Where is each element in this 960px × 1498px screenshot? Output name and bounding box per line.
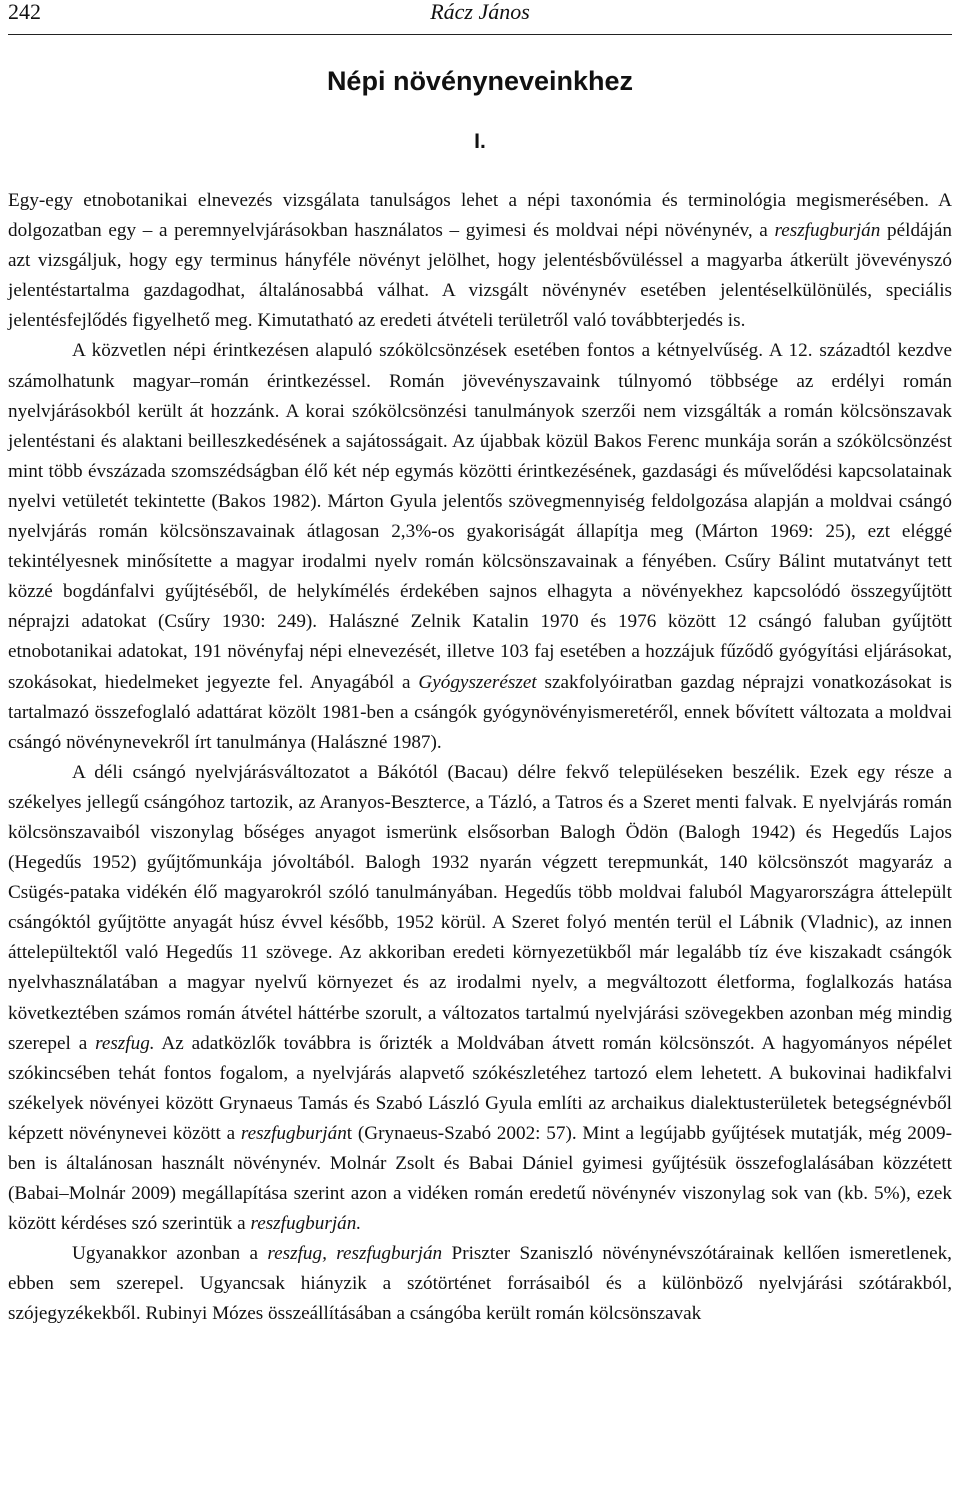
running-head-author: Rácz János	[430, 0, 530, 24]
italic-term: Gyógyszerészet	[418, 671, 537, 693]
text-run: t (Grynaeus-Szabó 2002: 57). Mint a legújabb gyűjtések mutatják, még 2009-ben is általánosan használt növénynév. Molnár Zsolt és Babai Dániel gyimesi gyűjtésük összefoglalásában közzétett (Babai–Molnár 2009) megállapítása szerint azon a vidéken román eredetű növénynév viszonylag sok van (kb. 5%), ezek között kérdéses szó szerintük a	[8, 1122, 952, 1235]
text-run: A déli csángó nyelvjárásváltozatot a Bákótól (Bacau) délre fekvő településeken beszélik. Ezek egy része a székelyes jellegű csángóhoz tartozik, az Aranyos-Beszterce, a Tázló, a Tatros és a Szeret menti falvak. E nyelvjárás román kölcsönszavaiból viszonylag bőséges anyagot ismerünk elsősorban Balogh Ödön (Balogh 1942) és Hegedűs Lajos (Hegedűs 1952) gyűjtőmunkája jóvoltából. Balogh 1932 nyarán végzett terepmunkát, 140 kölcsönszót magyaráz a Csügés-pataka vidékén élő magyarokról szóló tanulmányában. Hegedűs több moldvai faluból Magyarországra áttelepült csángóktól gyűjtötte anyagát húsz évvel később, 1952 körül. A Szeret folyó mentén terül el Lábnik (Vladnic), az innen áttelepültektől való Hegedűs 11 szövege. Az akkoriban eredeti környezetükből már legalább tíz éve kiszakadt csángók nyelvhasználatában a magyar nyelvű környezet és az irodalmi nyelv, a megváltozott életforma, foglalkozás hatása következtében számos román átvétel háttérbe szorult, a változatos tartalmú nyelvjárási szövegekben azonban még mindig szerepel a	[8, 761, 952, 1054]
italic-term: reszfugburján	[774, 220, 881, 242]
paragraph-2	[8, 336, 952, 757]
page-header	[8, 0, 952, 35]
text-run: Priszter Szaniszló növénynévszótárainak kellően ismeretlenek, ebben sem szerepel. Ugyancsak hiányzik a szótörténet forrásaiból és a különböző nyelvjárási szótárakból, szójegyzékekből. Rubinyi Mózes összeállításában a csángóba került román kölcsönszavak	[8, 1243, 952, 1325]
italic-term: reszfugburján.	[250, 1213, 362, 1235]
italic-term: reszfug, reszfugburján	[267, 1243, 443, 1265]
article-body	[8, 186, 952, 1330]
text-run: A közvetlen népi érintkezésen alapuló szókölcsönzések esetében fontos a kétnyelvűség. A 12. századtól kezdve számolhatunk magyar–román érintkezéssel. Román jövevényszavaink túlnyomó többsége az erdélyi román nyelvjárásokból került át hozzánk. A korai szókölcsönzési tanulmányok szerzői nem vizsgálták a román kölcsönszavak jelentéstani és alaktani beilleszkedésének a sajátosságait. Az újabbak közül Bakos Ferenc munkája során a szókölcsönzést mint több évszázada szomszédságban élő két nép egymás közötti érintkezésének, gazdasági és művelődési kapcsolatainak nyelvi vetületét tekintette (Bakos 1982). Márton Gyula jelentős szövegmennyiség feldolgozása alapján a moldvai csángó nyelvjárás román kölcsönszavainak átlagosan 2,3%-os gyakoriságát állapítja meg (Márton 1969: 25), ezt eléggé tekintélyesnek minősítette a magyar irodalmi nyelv román kölcsönszavainak a fényében. Csűry Bálint mutatványt tett közzé bogdánfalvi gyűjtéséből, de helykímélés érdekében sajnos elhagyta a növényekhez kapcsolódó összegyűjtött néprajzi adatokat (Csűry 1930: 249). Halászné Zelnik Katalin 1970 és 1976 között 12 csángó faluban gyűjtött etnobotanikai adatokat, 191 növényfaj népi elnevezését, illetve 103 faj esetében a hozzájuk fűződő gyógyítási eljárásokat, szokásokat, hiedelmeket jegyezte fel. Anyagából a	[8, 340, 952, 693]
paragraph-1	[8, 186, 952, 336]
italic-term: reszfugburján	[240, 1122, 347, 1144]
text-run: Egy-egy etnobotanikai elnevezés vizsgálata tanulságos lehet a népi taxonómia és terminológia megismerésében. A dolgozatban egy – a peremnyelvjárásokban használatos – gyimesi és moldvai népi növénynév, a	[8, 190, 952, 242]
text-run: Ugyanakkor azonban a	[72, 1243, 268, 1265]
paragraph-3	[8, 758, 952, 1240]
paragraph-4	[8, 1239, 952, 1329]
page-number: 242	[8, 0, 41, 24]
italic-term: reszfug.	[95, 1032, 155, 1054]
text-run: Az adatközlők továbbra is őrizték a Moldvában átvett román kölcsönszót. A hagyományos népélet szókincsében tehát fontos fogalom, a nyelvjárás alapvető szókészletéhez tartozó elem lehetett. A bukovinai hadikfalvi székelyek növényei között Grynaeus Tamás és Szabó László Gyula említi az archaikus dialektusterületek betegségnévből képzett növénynevei között a	[8, 1032, 952, 1144]
section-number: I.	[474, 130, 486, 153]
article-title: Népi növényneveinkhez	[326, 66, 634, 96]
text-run: szakfolyóiratban gazdag néprajzi vonatkozásokat is tartalmazó összefoglaló adattárat közölt 1981-ben a csángók gyógynövényismeretéről, ennek bővített változata a moldvai csángó növénynevekről írt tanulmánya (Halászné 1987).	[8, 671, 952, 753]
text-run: példáján azt vizsgáljuk, hogy egy terminus hányféle növényt jelölhet, hogy jelentésbővüléssel a magyarba átkerült jövevényszó jelentéstartalma gazdagodhat, általánosabbá válhat. A vizsgált növénynév esetében jelentéselkülönülés, speciális jelentésfejlődés figyelhető meg. Kimutatható az eredeti átvételi területről való továbbterjedés is.	[8, 220, 953, 332]
